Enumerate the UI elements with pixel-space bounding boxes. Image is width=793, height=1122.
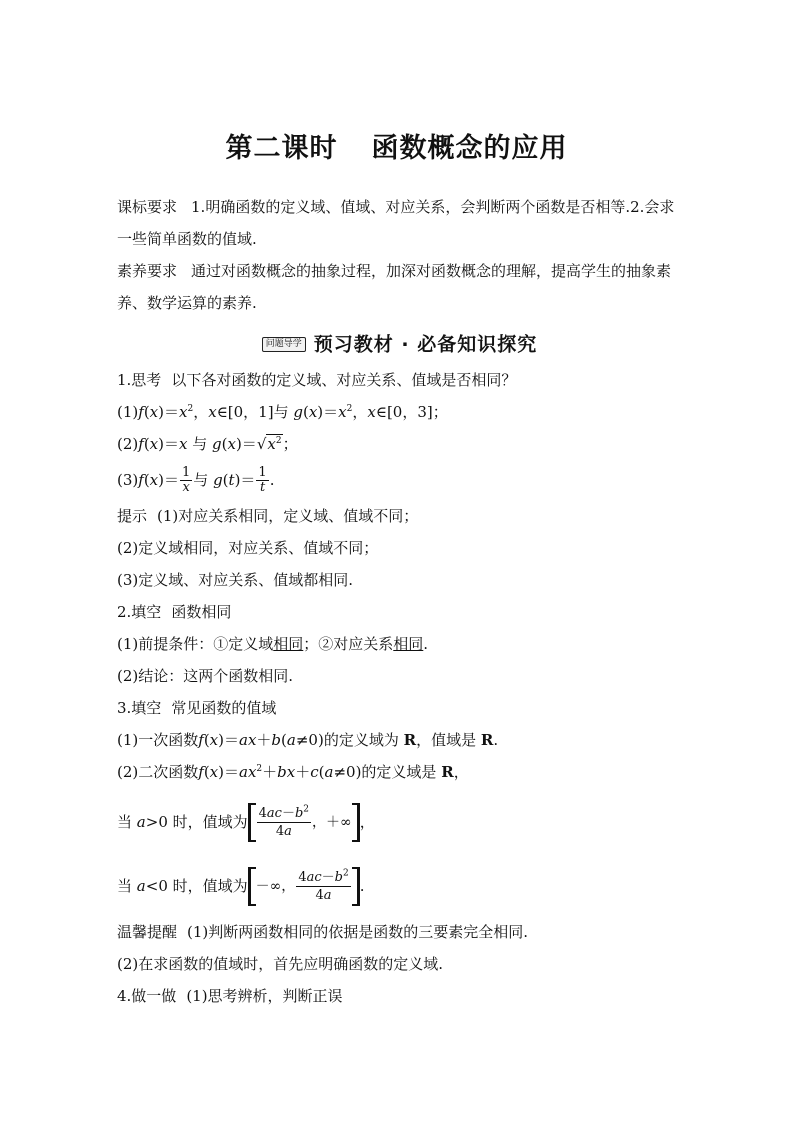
q3-linear-prefix: (1)一次函数 (117, 730, 199, 749)
q2-premise-prefix: (1)前提条件：①定义域 (117, 634, 274, 653)
q4-text: (1)思考辨析，判断正误 (186, 986, 343, 1005)
section-header (117, 327, 682, 362)
q3-when-pos: 当 (117, 812, 133, 831)
hint-line-3: (3)定义域、对应关系、值域都相同. (117, 570, 354, 589)
blank-answer-domain: 相同 (273, 634, 304, 653)
interval-positive-case: $\frac{4ac-b^2}{4a}$ ，＋∞ (248, 803, 360, 842)
interval-negative-case: －∞， $\frac{4ac-b^2}{4a}$ (248, 867, 360, 906)
blank-answer-mapping: 相同 (393, 634, 424, 653)
q2-premise-mid: ；②对应关系 (303, 634, 394, 653)
q3-range-is: ，值域是 (416, 730, 477, 749)
title-lesson: 第二课时 (225, 133, 338, 164)
set-R-range: R (480, 730, 494, 749)
q3-cond-pos: >0 时，值域为 (145, 812, 248, 831)
requirements-text: 1.明确函数的定义域、值域、对应关系，会判断两个函数是否相等.2.会求一些简单函数的值域. (117, 198, 675, 248)
sqrt-expression: $√x^2$ (256, 434, 282, 453)
fraction-1-over-x: $\frac{1}{x}$ (182, 465, 191, 495)
requirements-label: 课标要求 (117, 198, 178, 216)
q3-case-positive: 当 a>0 时，值域为 $\frac{4ac-b^2}{4a}$ ，＋∞ ， (117, 792, 682, 852)
reminder-text-1: (1)判断两函数相同的依据是函数的三要素完全相同. (187, 922, 529, 941)
main-content (117, 191, 682, 1012)
q2-conclusion: (2)结论：这两个函数相同. (117, 666, 294, 685)
q3-when-neg: 当 (117, 876, 133, 895)
title-topic: 函数概念的应用 (371, 133, 568, 164)
hint-label: 提示 (117, 506, 148, 525)
reminder-line-2: (2)在求函数的值域时，首先应明确函数的定义域. (117, 954, 444, 973)
section-title: 预习教材 · 必备知识探究 (313, 333, 538, 356)
q1-pair-3: (3)f(x)＝ $\frac{1}{x}$ 与 g(t)＝ $\frac{1}{t}$ . (117, 465, 275, 495)
literacy-paragraph (117, 255, 682, 319)
q3-heading: 3.填空 (117, 698, 162, 717)
reminder-line-1 (117, 916, 682, 948)
q3-quad-prefix: (2)二次函数 (117, 762, 199, 781)
requirements-paragraph (117, 191, 682, 255)
literacy-text: 通过对函数概念的抽象过程，加深对函数概念的理解，提高学生的抽象素养、数学运算的素养. (117, 262, 672, 312)
literacy-label: 素养要求 (117, 262, 178, 280)
q2-line (117, 596, 682, 628)
q1-line (117, 364, 682, 396)
page-title (0, 126, 793, 165)
hint-text-1: (1)对应关系相同，定义域、值域不同； (157, 506, 419, 525)
q3-domain-is: 的定义域是 (361, 762, 437, 781)
q2-heading: 2.填空 (117, 602, 162, 621)
hint-line-1 (117, 500, 682, 532)
q2-title: 函数相同 (171, 602, 232, 621)
q3-quadratic: (2)二次函数$f(x)=ax^2+bx+c(a\ne 0)$的定义域是 R， (117, 762, 469, 781)
fraction-1-over-t: $\frac{1}{t}$ (258, 465, 267, 495)
q3-linear-mid: 的定义域为 (323, 730, 399, 749)
q3-case-negative: 当 a<0 时，值域为 －∞， $\frac{4ac-b^2}{4a}$ . (117, 856, 682, 916)
q1-pair-1: $(1)f(x)=x^2$，x∈[0，1]与 $g(x)=x^2$，x∈[0，3]； (117, 402, 448, 421)
q3-cond-neg: <0 时，值域为 (145, 876, 248, 895)
reminder-label: 温馨提醒 (117, 922, 178, 941)
q3-title: 常见函数的值域 (171, 698, 277, 717)
q2-premise (117, 628, 682, 660)
section-badge: 问题导学 (262, 337, 306, 352)
q3-linear: (1)一次函数f(x)＝ax＋b(a≠0)的定义域为 R，值域是 R. (117, 730, 499, 749)
q1-heading: 1.思考 (117, 370, 162, 389)
hint-line-2: (2)定义域相同，对应关系、值域不同； (117, 538, 379, 557)
q1-text: 以下各对函数的定义域、对应关系、值域是否相同？ (171, 370, 517, 389)
q3-line (117, 692, 682, 724)
set-R-domain: R (403, 730, 417, 749)
q4-line (117, 980, 682, 1012)
q4-heading: 4.做一做 (117, 986, 177, 1005)
set-R-quad-domain: R (441, 762, 454, 781)
q2-period: . (423, 634, 429, 653)
q1-pair-2: (2)f(x)＝x 与 $g(x)=√x^2$； (117, 428, 682, 460)
